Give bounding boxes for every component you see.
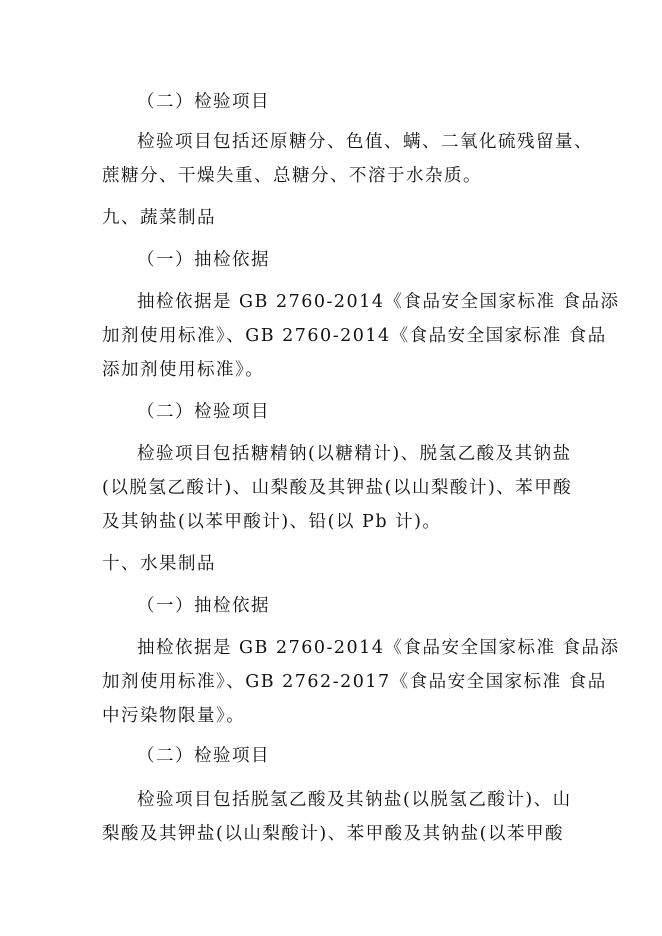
paragraph-line: 抽检依据是 GB 2760-2014《食品安全国家标准 食品添 xyxy=(137,292,620,312)
paragraph-line: 检验项目包括糖精钠(以糖精计)、脱氢乙酸及其钠盐 xyxy=(137,444,572,464)
paragraph-line: 检验项目包括脱氢乙酸及其钠盐(以脱氢乙酸计)、山 xyxy=(137,790,572,810)
paragraph-line: 加剂使用标准》、GB 2762-2017《食品安全国家标准 食品 xyxy=(102,672,607,692)
paragraph-line: 添加剂使用标准》。 xyxy=(102,360,265,380)
paragraph-line: 蔗糖分、干燥失重、总糖分、不溶于水杂质。 xyxy=(102,166,482,186)
paragraph-line: 检验项目包括还原糖分、色值、螨、二氧化硫残留量、 xyxy=(137,132,593,152)
subsection-heading-sampling-basis: （一）抽检依据 xyxy=(137,596,270,616)
subsection-heading-inspection-items: （二）检验项目 xyxy=(137,92,270,112)
subsection-heading-inspection-items: （二）检验项目 xyxy=(137,402,270,422)
paragraph-line: 抽检依据是 GB 2760-2014《食品安全国家标准 食品添 xyxy=(137,638,620,658)
paragraph-line: 中污染物限量》。 xyxy=(102,706,246,726)
section-heading-fruit-products: 十、水果制品 xyxy=(102,554,216,574)
paragraph-line: 梨酸及其钾盐(以山梨酸计)、苯甲酸及其钠盐(以苯甲酸 xyxy=(102,824,564,844)
subsection-heading-sampling-basis: （一）抽检依据 xyxy=(137,250,270,270)
paragraph-line: 及其钠盐(以苯甲酸计)、铅(以 Pb 计)。 xyxy=(102,512,442,532)
section-heading-vegetable-products: 九、蔬菜制品 xyxy=(102,208,216,228)
subsection-heading-inspection-items: （二）检验项目 xyxy=(137,746,270,766)
paragraph-line: 加剂使用标准》、GB 2760-2014《食品安全国家标准 食品 xyxy=(102,326,607,346)
paragraph-line: (以脱氢乙酸计)、山梨酸及其钾盐(以山梨酸计)、苯甲酸 xyxy=(102,478,573,498)
